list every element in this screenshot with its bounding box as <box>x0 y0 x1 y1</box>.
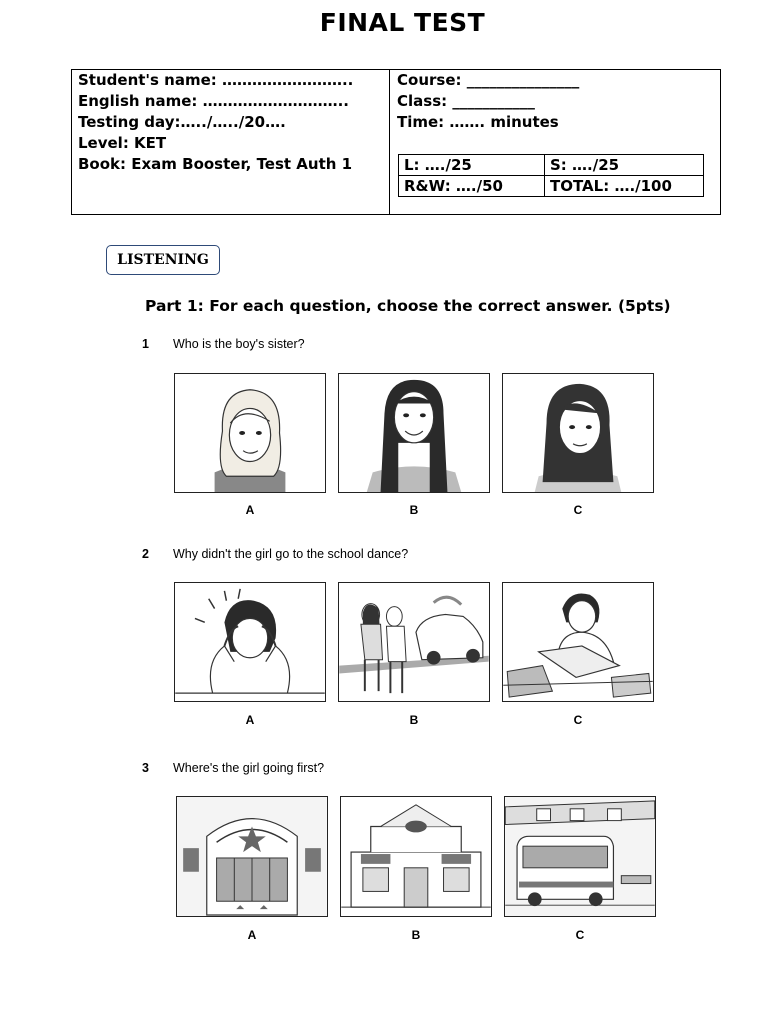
picture-3b-burger-restaurant[interactable] <box>340 796 492 917</box>
option-label-3c: C <box>575 928 585 942</box>
picture-3c-bus-station[interactable] <box>504 796 656 917</box>
cinema-illustration <box>177 797 327 916</box>
option-label-2a: A <box>245 713 255 727</box>
restaurant-illustration <box>341 797 491 916</box>
question-number: 2 <box>142 547 149 561</box>
picture-2b-broken-car[interactable] <box>338 582 490 702</box>
picture-2c-studying[interactable] <box>502 582 654 702</box>
page-title: FINAL TEST <box>319 8 486 37</box>
portrait-illustration <box>339 374 489 492</box>
question-number: 3 <box>142 761 149 775</box>
question-1 <box>142 337 305 351</box>
score-reading-writing: R&W: …./50 <box>404 177 503 195</box>
course-line: Course: _______________ <box>397 71 580 89</box>
question-text: Why didn't the girl go to the school dance? <box>173 547 409 561</box>
car-breakdown-illustration <box>339 583 489 701</box>
score-speaking: S: …./25 <box>550 156 620 174</box>
portrait-illustration <box>503 374 653 492</box>
picture-1a-blonde-girl[interactable] <box>174 373 326 493</box>
picture-2a-headache[interactable] <box>174 582 326 702</box>
option-label-3a: A <box>247 928 257 942</box>
time-line: Time: ……. minutes <box>397 113 559 131</box>
score-total: TOTAL: …./100 <box>550 177 672 195</box>
option-label-2b: B <box>409 713 419 727</box>
student-info-left <box>72 70 390 214</box>
student-info-table <box>71 69 721 215</box>
student-name-line: Student's name: …………………….. <box>78 71 354 89</box>
score-box <box>398 154 704 197</box>
option-label-2c: C <box>573 713 583 727</box>
testing-day-line: Testing day:…../…../20…. <box>78 113 286 131</box>
english-name-line: English name: ……………………….. <box>78 92 349 110</box>
question-text: Who is the boy's sister? <box>173 337 305 351</box>
bus-station-illustration <box>505 797 655 916</box>
option-label-1c: C <box>573 503 583 517</box>
question-number: 1 <box>142 337 149 351</box>
question-3 <box>142 761 324 775</box>
picture-3a-cinema[interactable] <box>176 796 328 917</box>
portrait-illustration <box>175 374 325 492</box>
question-2 <box>142 547 408 561</box>
question-text: Where's the girl going first? <box>173 761 325 775</box>
option-label-3b: B <box>411 928 421 942</box>
headache-illustration <box>175 583 325 701</box>
level-line: Level: KET <box>78 134 167 152</box>
picture-1b-long-hair-girl[interactable] <box>338 373 490 493</box>
student-info-right <box>391 70 720 214</box>
picture-1c-dark-hair-girl[interactable] <box>502 373 654 493</box>
studying-illustration <box>503 583 653 701</box>
option-label-1b: B <box>409 503 419 517</box>
section-tag-listening: LISTENING <box>106 245 220 275</box>
option-label-1a: A <box>245 503 255 517</box>
part-heading: Part 1: For each question, choose the correct answer. (5pts) <box>145 297 671 315</box>
book-line: Book: Exam Booster, Test Auth 1 <box>78 155 353 173</box>
score-listening: L: …./25 <box>404 156 472 174</box>
class-line: Class: ___________ <box>397 92 535 110</box>
